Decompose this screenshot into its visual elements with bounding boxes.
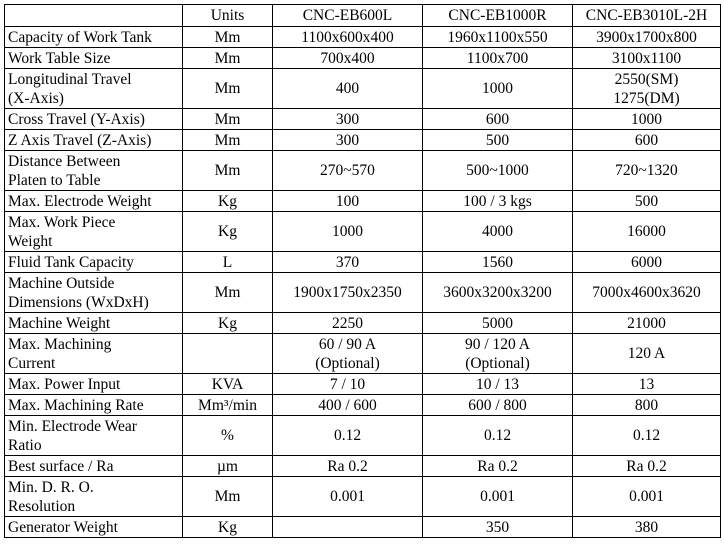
unit-cell: Mm bbox=[183, 48, 273, 69]
value-cell: 350 bbox=[423, 517, 573, 538]
param-cell: Max. Machining Current bbox=[5, 334, 183, 374]
table-row bbox=[5, 456, 721, 477]
value-cell: 0.12 bbox=[573, 416, 721, 456]
value-cell: 60 / 90 A (Optional) bbox=[273, 334, 423, 374]
param-cell: Z Axis Travel (Z-Axis) bbox=[5, 130, 183, 151]
spec-table bbox=[4, 4, 721, 538]
value-cell: 3900x1700x800 bbox=[573, 27, 721, 48]
value-cell: 370 bbox=[273, 252, 423, 273]
unit-cell: L bbox=[183, 252, 273, 273]
value-cell: 500 bbox=[423, 130, 573, 151]
value-cell: Ra 0.2 bbox=[273, 456, 423, 477]
param-cell: Distance Between Platen to Table bbox=[5, 151, 183, 191]
unit-cell: Mm bbox=[183, 130, 273, 151]
value-cell: 10 / 13 bbox=[423, 374, 573, 395]
value-cell: 600 / 800 bbox=[423, 395, 573, 416]
table-row bbox=[5, 273, 721, 313]
value-cell: Ra 0.2 bbox=[423, 456, 573, 477]
value-cell: 500 bbox=[573, 191, 721, 212]
table-row bbox=[5, 313, 721, 334]
value-cell: 100 bbox=[273, 191, 423, 212]
value-cell: 700x400 bbox=[273, 48, 423, 69]
value-cell: 720~1320 bbox=[573, 151, 721, 191]
value-cell: 120 A bbox=[573, 334, 721, 374]
param-cell: Fluid Tank Capacity bbox=[5, 252, 183, 273]
value-cell: 7 / 10 bbox=[273, 374, 423, 395]
param-cell: Longitudinal Travel (X-Axis) bbox=[5, 69, 183, 109]
table-row bbox=[5, 109, 721, 130]
table-row bbox=[5, 374, 721, 395]
unit-cell: Kg bbox=[183, 191, 273, 212]
value-cell: 0.001 bbox=[423, 477, 573, 517]
value-cell: 1000 bbox=[573, 109, 721, 130]
table-row bbox=[5, 477, 721, 517]
value-cell: 1560 bbox=[423, 252, 573, 273]
value-cell: 6000 bbox=[573, 252, 721, 273]
table-row bbox=[5, 151, 721, 191]
value-cell: 3600x3200x3200 bbox=[423, 273, 573, 313]
value-cell: 600 bbox=[423, 109, 573, 130]
value-cell: 0.12 bbox=[273, 416, 423, 456]
value-cell: 7000x4600x3620 bbox=[573, 273, 721, 313]
value-cell: 3100x1100 bbox=[573, 48, 721, 69]
value-cell: 21000 bbox=[573, 313, 721, 334]
unit-cell: Kg bbox=[183, 313, 273, 334]
value-cell: 0.001 bbox=[273, 477, 423, 517]
value-cell: 100 / 3 kgs bbox=[423, 191, 573, 212]
value-cell: 0.001 bbox=[573, 477, 721, 517]
param-cell: Generator Weight bbox=[5, 517, 183, 538]
table-row bbox=[5, 130, 721, 151]
unit-cell: µm bbox=[183, 456, 273, 477]
value-cell: 500~1000 bbox=[423, 151, 573, 191]
value-cell: 90 / 120 A (Optional) bbox=[423, 334, 573, 374]
value-cell: 400 bbox=[273, 69, 423, 109]
header-model-cell: CNC-EB1000R bbox=[423, 5, 573, 27]
unit-cell: % bbox=[183, 416, 273, 456]
header-units-cell: Units bbox=[183, 5, 273, 27]
param-cell: Max. Work Piece Weight bbox=[5, 212, 183, 252]
value-cell: 1960x1100x550 bbox=[423, 27, 573, 48]
value-cell: 270~570 bbox=[273, 151, 423, 191]
value-cell: 600 bbox=[573, 130, 721, 151]
spec-table-body bbox=[5, 5, 721, 538]
value-cell: 380 bbox=[573, 517, 721, 538]
unit-cell: Mm bbox=[183, 477, 273, 517]
value-cell: 400 / 600 bbox=[273, 395, 423, 416]
param-cell: Machine Outside Dimensions (WxDxH) bbox=[5, 273, 183, 313]
table-row bbox=[5, 252, 721, 273]
unit-cell: Mm bbox=[183, 273, 273, 313]
param-cell: Max. Power Input bbox=[5, 374, 183, 395]
value-cell: 2250 bbox=[273, 313, 423, 334]
table-row bbox=[5, 517, 721, 538]
param-cell: Machine Weight bbox=[5, 313, 183, 334]
unit-cell: Mm bbox=[183, 69, 273, 109]
value-cell: Ra 0.2 bbox=[573, 456, 721, 477]
unit-cell bbox=[183, 334, 273, 374]
table-row bbox=[5, 48, 721, 69]
table-row bbox=[5, 69, 721, 109]
unit-cell: Mm³/min bbox=[183, 395, 273, 416]
param-cell: Max. Machining Rate bbox=[5, 395, 183, 416]
table-row bbox=[5, 416, 721, 456]
unit-cell: Kg bbox=[183, 517, 273, 538]
value-cell bbox=[273, 517, 423, 538]
value-cell: 5000 bbox=[423, 313, 573, 334]
param-cell: Best surface / Ra bbox=[5, 456, 183, 477]
header-row bbox=[5, 5, 721, 27]
param-cell: Min. Electrode Wear Ratio bbox=[5, 416, 183, 456]
value-cell: 16000 bbox=[573, 212, 721, 252]
value-cell: 13 bbox=[573, 374, 721, 395]
value-cell: 1100x700 bbox=[423, 48, 573, 69]
value-cell: 300 bbox=[273, 130, 423, 151]
value-cell: 1100x600x400 bbox=[273, 27, 423, 48]
value-cell: 800 bbox=[573, 395, 721, 416]
header-model-cell: CNC-EB600L bbox=[273, 5, 423, 27]
unit-cell: Mm bbox=[183, 109, 273, 130]
unit-cell: Mm bbox=[183, 151, 273, 191]
value-cell: 1900x1750x2350 bbox=[273, 273, 423, 313]
param-cell: Min. D. R. O. Resolution bbox=[5, 477, 183, 517]
table-row bbox=[5, 334, 721, 374]
header-model-cell: CNC-EB3010L-2H bbox=[573, 5, 721, 27]
unit-cell: KVA bbox=[183, 374, 273, 395]
table-row bbox=[5, 27, 721, 48]
value-cell: 4000 bbox=[423, 212, 573, 252]
param-cell: Work Table Size bbox=[5, 48, 183, 69]
value-cell: 1000 bbox=[273, 212, 423, 252]
table-row bbox=[5, 395, 721, 416]
header-param-cell bbox=[5, 5, 183, 27]
unit-cell: Mm bbox=[183, 27, 273, 48]
value-cell: 1000 bbox=[423, 69, 573, 109]
param-cell: Max. Electrode Weight bbox=[5, 191, 183, 212]
table-row bbox=[5, 191, 721, 212]
value-cell: 300 bbox=[273, 109, 423, 130]
value-cell: 0.12 bbox=[423, 416, 573, 456]
param-cell: Cross Travel (Y-Axis) bbox=[5, 109, 183, 130]
value-cell: 2550(SM) 1275(DM) bbox=[573, 69, 721, 109]
param-cell: Capacity of Work Tank bbox=[5, 27, 183, 48]
unit-cell: Kg bbox=[183, 212, 273, 252]
table-row bbox=[5, 212, 721, 252]
